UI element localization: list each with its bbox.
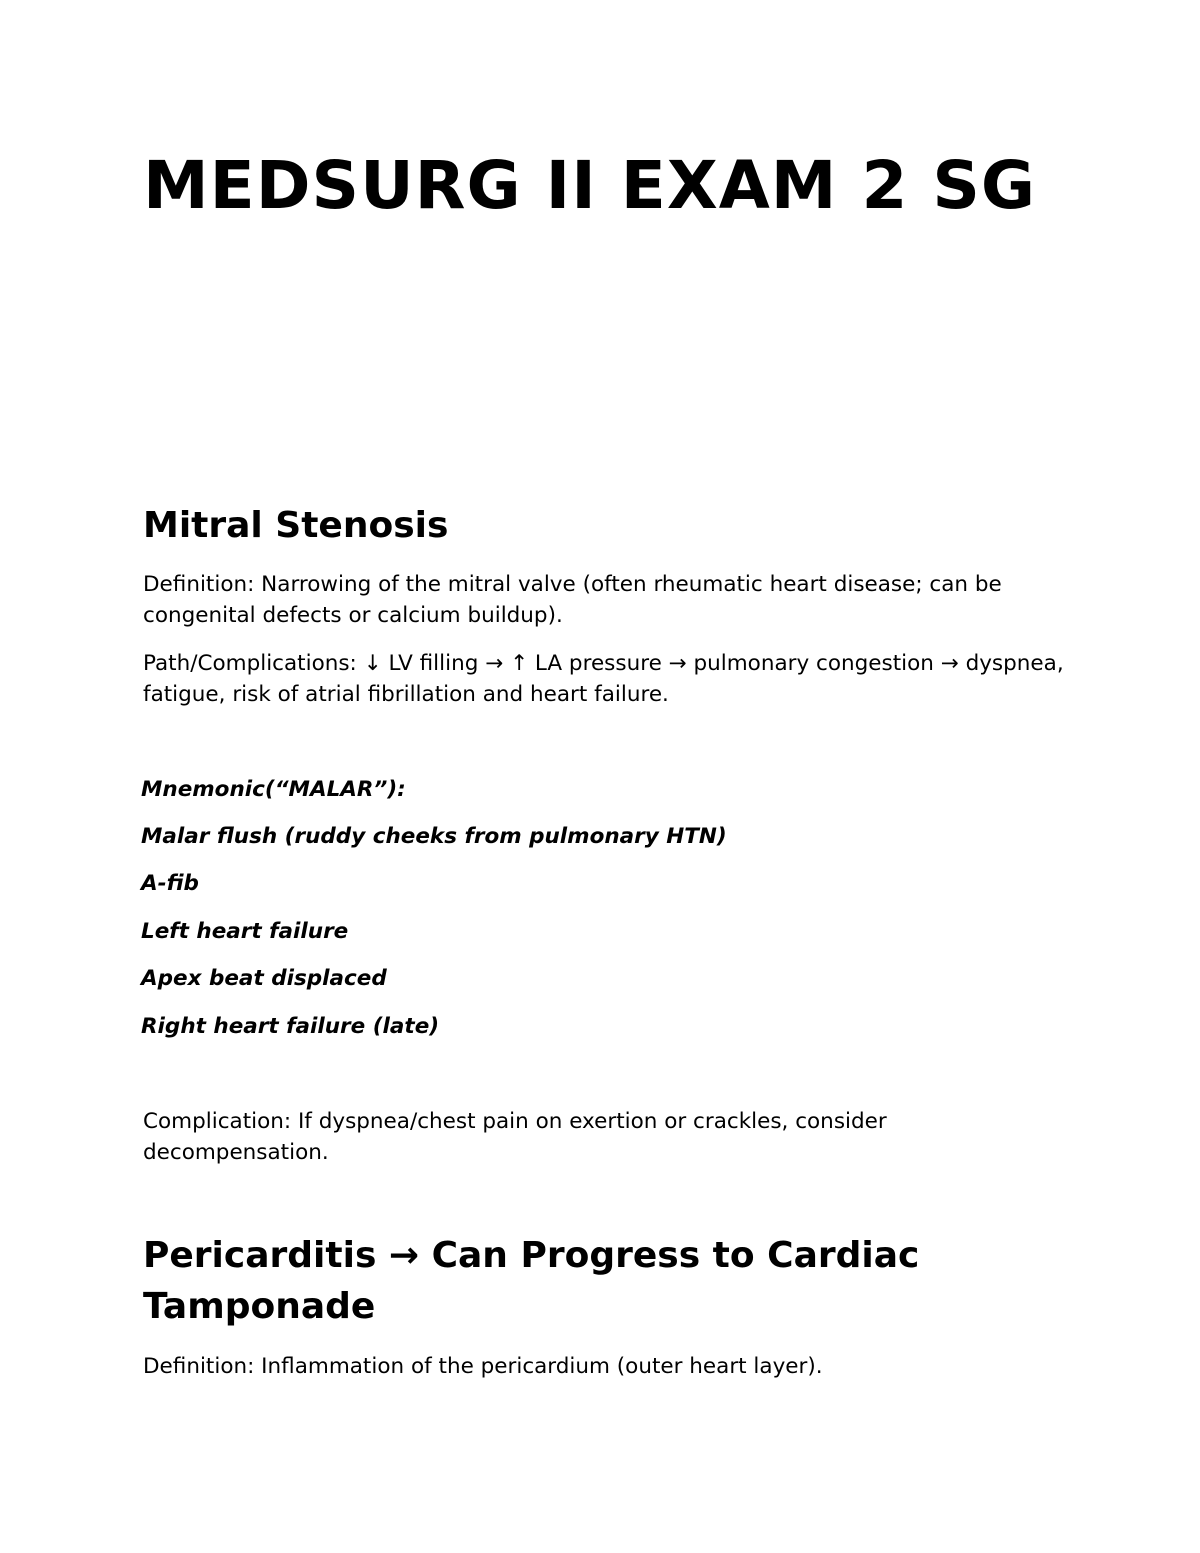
mnemonic-item: Left heart failure xyxy=(141,919,349,944)
mnemonic-item: Right heart failure (late) xyxy=(141,1014,440,1039)
mitral-complication: Complication: If dyspnea/chest pain on exertion or crackles, consider decompensation. xyxy=(143,1109,887,1165)
mitral-path-complications: Path/Complications: ↓ LV filling → ↑ LA pressure → pulmonary congestion → dyspnea, fatigue, risk of atrial fibrillation and heart failure. xyxy=(143,651,1064,707)
section-heading-mitral-stenosis: Mitral Stenosis xyxy=(143,505,449,546)
page-title: MEDSURG II EXAM 2 SG xyxy=(143,147,1037,224)
mnemonic-item: Apex beat displaced xyxy=(141,966,387,991)
mitral-definition: Definition: Narrowing of the mitral valve (often rheumatic heart disease; can be congenital defects or calcium buildup). xyxy=(143,572,1002,628)
mnemonic-item: Malar flush (ruddy cheeks from pulmonary HTN) xyxy=(141,824,727,849)
pericarditis-definition: Definition: Inflammation of the pericardium (outer heart layer). xyxy=(143,1354,823,1379)
mnemonic-item: A-fib xyxy=(141,871,199,896)
mnemonic-label: Mnemonic(“MALAR”): xyxy=(141,777,406,802)
section-heading-pericarditis: Pericarditis → Can Progress to Cardiac Tamponade xyxy=(143,1235,920,1327)
